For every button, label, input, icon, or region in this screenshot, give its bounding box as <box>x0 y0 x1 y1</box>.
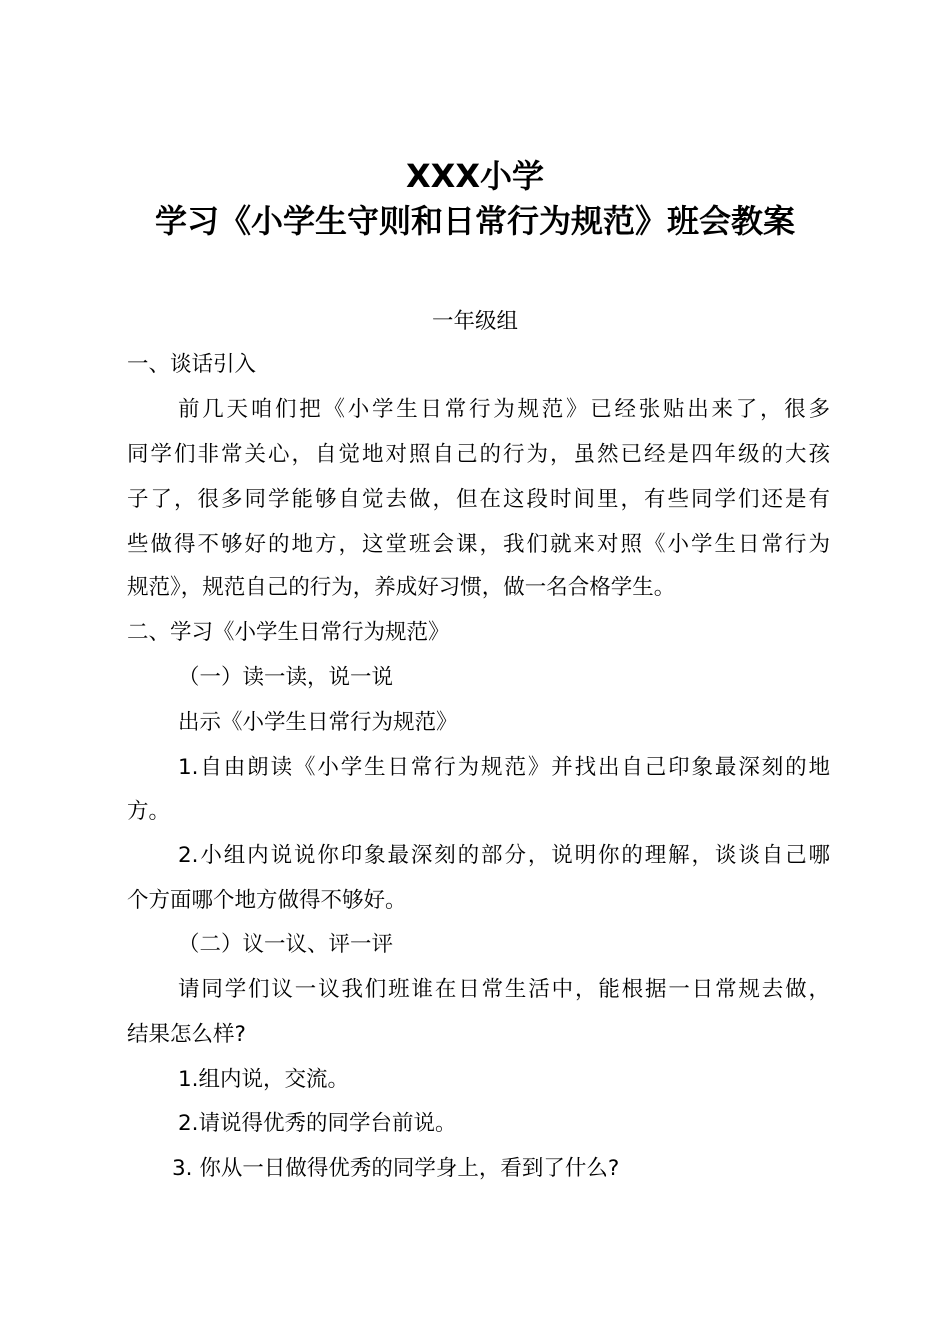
list-item-line: 1.组内说，交流。 <box>178 1067 350 1092</box>
school-name: XXX小学 <box>405 157 545 195</box>
subsection-heading: （一）读一读，说一说 <box>178 665 394 690</box>
list-item-line: 3. 你从一日做得优秀的同学身上，看到了什么? <box>172 1156 620 1181</box>
list-item-line: 1.自由朗读《小学生日常行为规范》并找出自己印象最深刻的地 <box>178 755 830 780</box>
paragraph-line: 同学们非常关心，自觉地对照自己的行为，虽然已经是四年级的大孩 <box>127 442 830 467</box>
list-item-line: 方。 <box>127 799 171 824</box>
list-item-line: 个方面哪个地方做得不够好。 <box>127 888 407 913</box>
document-title: 学习《小学生守则和日常行为规范》班会教案 <box>154 202 795 240</box>
list-item-line: 2.小组内说说你印象最深刻的部分，说明你的理解，谈谈自己哪 <box>178 843 830 868</box>
subsection-heading: （二）议一议、评一评 <box>178 932 394 957</box>
paragraph-line: 些做得不够好的地方，这堂班会课，我们就来对照《小学生日常行为 <box>127 532 830 557</box>
paragraph-line: 子了，很多同学能够自觉去做，但在这段时间里，有些同学们还是有 <box>127 487 830 512</box>
author-group: 一年级组 <box>431 309 518 334</box>
paragraph-line: 出示《小学生日常行为规范》 <box>178 710 458 735</box>
paragraph-line: 前几天咱们把《小学生日常行为规范》已经张贴出来了，很多 <box>178 397 830 422</box>
paragraph-line: 规范》，规范自己的行为，养成好习惯，做一名合格学生。 <box>127 575 676 600</box>
paragraph-line: 请同学们议一议我们班谁在日常生活中，能根据一日常规去做， <box>178 977 830 1002</box>
section-heading: 二、学习《小学生日常行为规范》 <box>127 620 450 645</box>
paragraph-line: 结果怎么样? <box>127 1022 246 1047</box>
list-item-line: 2.请说得优秀的同学台前说。 <box>178 1111 457 1136</box>
section-heading: 一、谈话引入 <box>127 352 257 377</box>
